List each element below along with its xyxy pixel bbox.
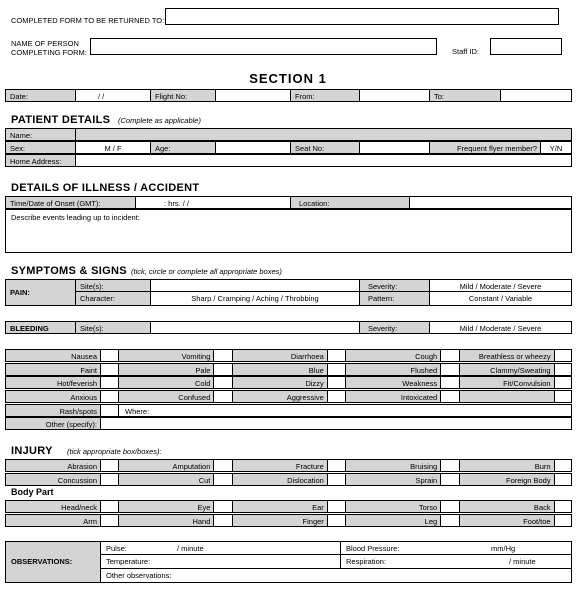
symptom-label-cell [233,364,328,375]
person-name-input[interactable] [90,38,437,55]
body-part-checkbox[interactable] [214,501,232,512]
bleeding-severity-label: Severity: [368,324,398,333]
body-part-checkbox[interactable] [441,515,459,526]
injury-checkbox[interactable] [101,474,119,485]
return-to-input[interactable] [165,8,559,25]
symptom-checkbox[interactable] [441,350,459,361]
injury-checkbox[interactable] [328,460,346,471]
body-part-checkbox[interactable] [328,515,346,526]
injury-checkbox[interactable] [555,460,571,471]
symptom-label-cell [6,364,101,375]
symptom-label-cell [6,377,101,388]
symptom-label-cell [346,350,441,361]
symptom-label-cell [6,350,101,361]
sex-input[interactable] [76,142,151,153]
body-part-label-cell [460,501,555,512]
symptom-label: Fit/Convulsion [503,379,551,389]
symptom-checkbox[interactable] [101,350,119,361]
address-input[interactable] [76,155,571,166]
symptom-label-cell [346,364,441,375]
body-part-label: Torso [418,503,438,512]
pulse-input[interactable] [101,542,341,555]
symptom-label: Anxious [70,393,97,403]
body-part-title: Body Part [11,487,54,497]
onset-label: Time/Date of Onset (GMT): [10,199,101,208]
symptom-label: Flushed [410,365,438,375]
injury-label: Fracture [295,462,324,471]
address-label: Home Address: [10,157,62,166]
body-part-label: Head/neck [61,503,97,512]
illness-title: DETAILS OF ILLNESS / ACCIDENT [11,182,200,194]
date-input[interactable] [76,90,151,101]
body-part-label-cell [460,515,555,526]
body-part-label: Eye [197,503,211,512]
injury-checkbox[interactable] [555,474,571,485]
body-part-checkbox[interactable] [555,515,571,526]
pain-site-label: Site(s): [80,282,104,291]
person-label-line1: NAME OF PERSON [11,39,79,48]
flight-label: Flight No: [155,92,188,101]
patient-sex-row [5,141,572,154]
observations-block [5,541,572,583]
symptom-label-cell [119,364,214,375]
bp-unit: mm/Hg [491,544,516,553]
symptom-label: Aggressive [286,393,324,403]
to-label: To: [434,92,445,101]
injury-checkbox[interactable] [441,460,459,471]
symptom-checkbox[interactable] [441,377,459,388]
bleeding-site-input[interactable] [151,322,360,333]
character-options: Sharp / Cramping / Aching / Throbbing [191,294,319,303]
respiration-unit: / minute [509,557,536,566]
flight-input[interactable] [216,90,291,101]
other-observations-input[interactable] [101,569,571,582]
bleeding-site-label: Site(s): [80,324,104,333]
character-input[interactable] [151,292,360,305]
severity-options: Mild / Moderate / Severe [459,282,542,291]
symptom-row [5,349,572,362]
symptom-row [5,363,572,376]
symptom-checkbox[interactable] [214,377,232,388]
observations-label: OBSERVATIONS: [11,557,73,566]
body-part-checkbox[interactable] [214,515,232,526]
injury-checkbox[interactable] [328,474,346,485]
date-label: Date: [10,92,28,101]
symptom-label-cell [346,391,441,402]
injury-label-cell [346,460,441,471]
symptom-checkbox[interactable] [101,377,119,388]
symptom-label-cell [346,377,441,388]
injury-label: Concussion [57,475,97,485]
injury-label: Abrasion [67,462,97,471]
symptom-checkbox[interactable] [555,377,571,388]
patient-note: (Complete as applicable) [118,116,201,125]
severity-input[interactable] [430,280,571,292]
injury-label: Burn [534,462,551,471]
flight-row [5,89,572,102]
body-part-checkbox[interactable] [441,501,459,512]
patient-title: PATIENT DETAILS [11,114,111,126]
injury-title: INJURY [11,445,53,457]
respiration-label: Respiration: [346,557,387,566]
pain-block [5,279,572,306]
symptom-label: Faint [80,365,97,375]
rash-where-input[interactable] [119,405,571,416]
pattern-input[interactable] [430,292,571,305]
return-to-label: COMPLETED FORM TO BE RETURNED TO: [11,16,165,25]
symptom-checkbox[interactable] [328,377,346,388]
symptom-label: Vomiting [181,352,211,361]
to-input[interactable] [501,90,571,101]
symptoms-note: (tick, circle or complete all appropriate boxes) [131,267,282,276]
character-label: Character: [80,294,116,303]
date-separators: / / [98,92,105,101]
body-part-label-cell [119,501,214,512]
symptom-checkbox[interactable] [101,364,119,375]
body-part-label-cell [346,501,441,512]
sex-options: M / F [104,144,122,153]
bleeding-label: BLEEDING [10,324,49,333]
describe-label: Describe events leading up to incident: [11,213,140,222]
symptom-checkbox[interactable] [328,364,346,375]
body-part-label: Ear [312,503,324,512]
symptom-checkbox[interactable] [555,391,571,402]
symptom-label: Clammy/Sweating [490,365,551,375]
body-part-checkbox[interactable] [101,515,119,526]
bp-label: Blood Pressure: [346,544,400,553]
describe-events-input[interactable] [5,209,572,253]
other-symptom-input[interactable] [101,418,571,429]
bleeding-severity-input[interactable] [430,322,571,333]
frequent-flyer-options: Y/N [549,144,563,153]
symptom-label: Diarrhoea [290,352,324,361]
bleeding-severity-options: Mild / Moderate / Severe [459,324,542,333]
symptom-checkbox[interactable] [555,350,571,361]
body-part-label: Finger [302,516,324,526]
symptom-label: Hot/feverish [56,379,97,389]
pulse-unit: / minute [177,544,204,553]
symptom-checkbox[interactable] [328,391,346,402]
onset-input[interactable] [136,197,291,208]
respiration-input[interactable] [341,555,571,569]
symptom-label-cell [233,391,328,402]
location-input[interactable] [410,197,571,208]
pain-site-input[interactable] [151,280,360,292]
body-part-label: Foot/toe [523,516,551,526]
symptom-checkbox[interactable] [328,350,346,361]
injury-row [5,459,572,472]
other-symptom-label: Other (specify): [45,420,97,429]
frequent-flyer-label: Frequent flyer member? [456,144,537,153]
symptom-checkbox[interactable] [441,364,459,375]
seat-input[interactable] [360,142,430,153]
injury-label: Sprain [415,475,438,485]
body-part-label: Back [533,503,551,512]
pattern-label: Pattern: [368,294,395,303]
frequent-flyer-input[interactable] [541,142,571,153]
symptom-label-cell [119,377,214,388]
injury-note: (tick appropriate box/boxes): [67,447,162,456]
injury-label-cell [346,474,441,485]
symptom-label-cell [119,391,214,402]
rash-checkbox[interactable] [101,405,119,416]
seat-label: Seat No: [295,144,325,153]
patient-name-row [5,128,572,141]
body-part-label-cell [233,501,328,512]
body-part-checkbox[interactable] [555,501,571,512]
body-part-label-cell [346,515,441,526]
injury-label: Cut [198,475,211,485]
temperature-input[interactable] [101,555,341,569]
symptom-checkbox[interactable] [214,391,232,402]
body-part-label: Leg [424,516,438,526]
symptom-label-cell [460,377,555,388]
injury-checkbox[interactable] [101,460,119,471]
body-part-checkbox[interactable] [101,501,119,512]
staff-id-label: Staff ID: [452,47,479,56]
where-label: Where: [125,407,150,416]
injury-label-cell [233,460,328,471]
from-input[interactable] [360,90,430,101]
symptoms-title: SYMPTOMS & SIGNS [11,265,127,277]
rash-row [5,404,572,417]
injury-label-cell [119,474,214,485]
other-observations-label: Other observations: [106,571,172,580]
injury-label-cell [6,460,101,471]
injury-label-cell [119,460,214,471]
body-part-label: Hand [192,516,211,526]
body-part-label-cell [119,515,214,526]
symptom-checkbox[interactable] [214,364,232,375]
symptom-row [5,390,572,403]
symptom-checkbox[interactable] [555,364,571,375]
temperature-label: Temperature: [106,557,151,566]
body-part-label-cell [233,515,328,526]
pain-label: PAIN: [10,288,30,297]
symptom-label-cell [460,391,555,402]
body-part-label: Arm [83,516,97,526]
pulse-label: Pulse: [106,544,127,553]
injury-label: Foreign Body [505,475,551,485]
symptom-label-cell [460,350,555,361]
other-symptom-row [5,417,572,430]
pattern-options: Constant / Variable [468,294,533,303]
symptom-label-cell [233,377,328,388]
symptom-label: Dizzy [305,379,324,389]
name-input[interactable] [76,129,571,140]
symptom-label: Breathless or wheezy [478,352,551,361]
injury-label-cell [6,474,101,485]
patient-address-row [5,154,572,167]
body-part-label-cell [6,515,101,526]
body-part-row [5,514,572,527]
symptom-label: Pale [195,365,211,375]
symptom-label-cell [6,391,101,402]
injury-checkbox[interactable] [214,474,232,485]
injury-label: Dislocation [287,475,324,485]
symptom-label: Intoxicated [400,393,438,403]
symptom-label: Nausea [71,352,97,361]
injury-row [5,473,572,486]
body-part-row [5,500,572,513]
staff-id-input[interactable] [490,38,562,55]
onset-row [5,196,572,209]
injury-checkbox[interactable] [441,474,459,485]
severity-label: Severity: [368,282,398,291]
person-label-line2: COMPLETING FORM: [11,48,87,57]
sex-label: Sex: [10,144,26,153]
symptom-label: Cold [194,379,211,389]
symptom-checkbox[interactable] [214,350,232,361]
rash-label: Rash/spots [59,407,97,416]
symptom-label: Weakness [402,379,438,389]
age-input[interactable] [216,142,291,153]
symptom-label: Blue [308,365,324,375]
symptom-label: Confused [178,393,211,403]
onset-format: : hrs. / / [164,199,190,208]
symptom-label-cell [460,364,555,375]
symptom-checkbox[interactable] [101,391,119,402]
injury-label-cell [460,474,555,485]
body-part-checkbox[interactable] [328,501,346,512]
body-part-label-cell [6,501,101,512]
symptom-label-cell [119,350,214,361]
symptom-label-cell [233,350,328,361]
bp-input[interactable] [341,542,571,555]
symptom-row [5,376,572,389]
location-label: Location: [299,199,330,208]
injury-label: Bruising [410,462,438,471]
injury-label-cell [233,474,328,485]
injury-checkbox[interactable] [214,460,232,471]
name-label: Name: [10,131,33,140]
age-label: Age: [155,144,171,153]
from-label: From: [295,92,315,101]
injury-label-cell [460,460,555,471]
bleeding-row [5,321,572,334]
symptom-label: Cough [415,352,438,361]
section-title: SECTION 1 [249,71,327,86]
symptom-checkbox[interactable] [441,391,459,402]
injury-label: Amputation [172,462,211,471]
